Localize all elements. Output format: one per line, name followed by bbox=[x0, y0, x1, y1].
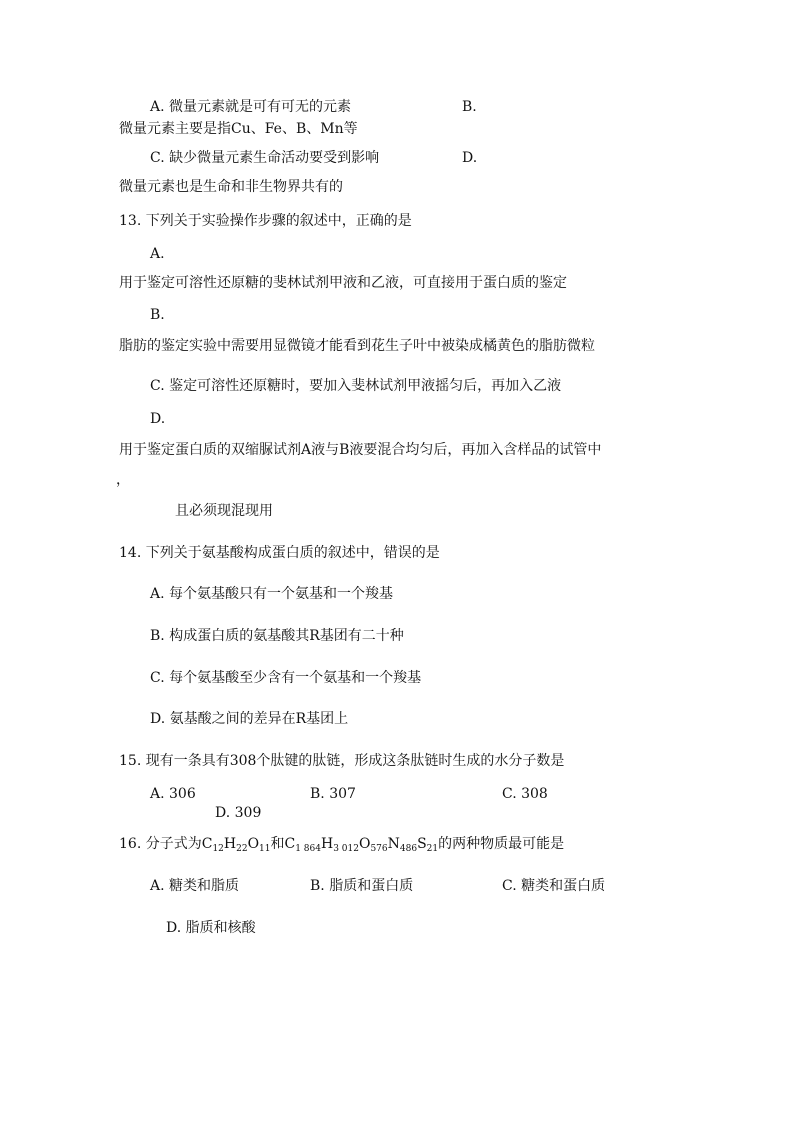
q13-option-d-marker: D. bbox=[150, 411, 166, 427]
element-symbol: C bbox=[201, 836, 213, 852]
q15-option-c: C. 308 bbox=[502, 786, 548, 802]
q16-stem-suffix: 的两种物质最可能是 bbox=[438, 836, 565, 852]
q13-option-a-text: 用于鉴定可溶性还原糖的斐林试剂甲液和乙液，可直接用于蛋白质的鉴定 bbox=[119, 275, 567, 291]
element-symbol: N bbox=[387, 836, 400, 852]
q12-option-a: A. 微量元素就是可有可无的元素 bbox=[150, 99, 352, 115]
element-subscript: 12 bbox=[212, 844, 224, 854]
q16-option-b: B. 脂质和蛋白质 bbox=[310, 878, 414, 894]
element-subscript: 22 bbox=[236, 844, 248, 854]
element-symbol: O bbox=[358, 836, 371, 852]
q12-option-d-text: 微量元素也是生命和非生物界共有的 bbox=[119, 179, 343, 195]
element-subscript: 11 bbox=[259, 844, 271, 854]
q12-option-c: C. 缺少微量元素生命活动要受到影响 bbox=[150, 150, 380, 166]
q15-option-b: B. 307 bbox=[310, 786, 356, 802]
q16-option-d: D. 脂质和核酸 bbox=[166, 920, 256, 936]
q13-option-d-continuation: 且必须现混现用 bbox=[175, 503, 273, 519]
element-symbol: H bbox=[320, 836, 334, 852]
q13-stem: 13. 下列关于实验操作步骤的叙述中，正确的是 bbox=[119, 213, 412, 229]
q13-option-b-text: 脂肪的鉴定实验中需要用显微镜才能看到花生子叶中被染成橘黄色的脂肪微粒 bbox=[119, 338, 595, 354]
q13-option-d-comma: ， bbox=[116, 472, 130, 488]
q12-option-b-text: 微量元素主要是指Cu、Fe、B、Mn等 bbox=[119, 121, 358, 137]
q15-option-d: D. 309 bbox=[215, 805, 262, 821]
q16-stem-mid: 和 bbox=[270, 836, 285, 852]
q14-stem: 14. 下列关于氨基酸构成蛋白质的叙述中，错误的是 bbox=[119, 545, 440, 561]
q14-option-b: B. 构成蛋白质的氨基酸其R基团有二十种 bbox=[150, 628, 404, 644]
element-subscript: 21 bbox=[426, 844, 439, 854]
element-symbol: H bbox=[223, 836, 237, 852]
element-symbol: O bbox=[247, 836, 260, 852]
element-subscript: 3 012 bbox=[333, 844, 359, 854]
q13-option-b-marker: B. bbox=[150, 307, 165, 323]
element-symbol: S bbox=[417, 836, 427, 852]
element-subscript: 486 bbox=[399, 844, 418, 854]
q13-option-a-marker: A. bbox=[150, 246, 165, 262]
q13-option-c: C. 鉴定可溶性还原糖时，要加入斐林试剂甲液摇匀后，再加入乙液 bbox=[150, 378, 562, 394]
q16-stem bbox=[119, 835, 564, 853]
q16-stem-prefix: 16. 分子式为 bbox=[119, 836, 202, 852]
q14-option-d: D. 氨基酸之间的差异在R基团上 bbox=[150, 711, 349, 727]
formula-2 bbox=[285, 836, 439, 852]
q16-option-c: C. 糖类和蛋白质 bbox=[502, 878, 606, 894]
q12-option-b-marker: B. bbox=[462, 99, 477, 115]
q14-option-c: C. 每个氨基酸至少含有一个氨基和一个羧基 bbox=[150, 670, 422, 686]
q13-option-d-text: 用于鉴定蛋白质的双缩脲试剂A液与B液要混合均匀后，再加入含样品的试管中 bbox=[119, 442, 602, 458]
element-subscript: 1 864 bbox=[295, 844, 321, 854]
q12-option-d-marker: D. bbox=[462, 150, 478, 166]
element-subscript: 576 bbox=[370, 844, 388, 854]
element-symbol: C bbox=[284, 836, 296, 852]
q15-stem: 15. 现有一条具有308个肽键的肽链，形成这条肽链时生成的水分子数是 bbox=[119, 753, 565, 769]
q15-option-a: A. 306 bbox=[150, 786, 196, 802]
q16-option-a: A. 糖类和脂质 bbox=[150, 878, 240, 894]
formula-1 bbox=[202, 836, 271, 852]
q14-option-a: A. 每个氨基酸只有一个氨基和一个羧基 bbox=[150, 586, 394, 602]
